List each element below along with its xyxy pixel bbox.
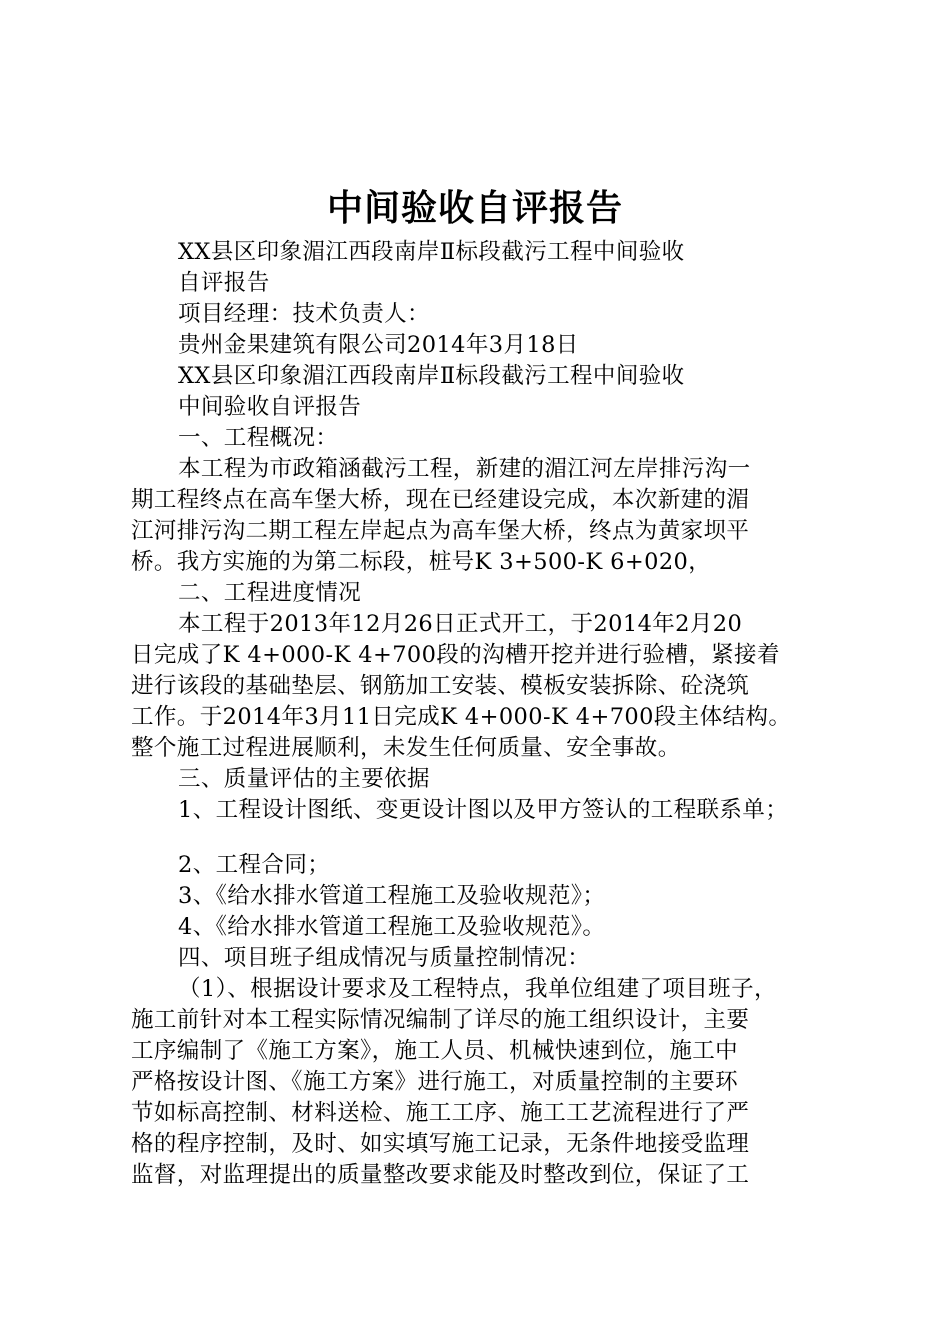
list-item: 2、工程合同； — [178, 852, 331, 878]
paragraph-line: 本工程于2013年12月26日正式开工，于2014年2月20 — [178, 611, 743, 637]
paragraph-line: 期工程终点在高车堡大桥，现在已经建设完成，本次新建的湄 — [131, 487, 750, 513]
list-item: 1、工程设计图纸、变更设计图以及甲方签认的工程联系单； — [178, 797, 789, 823]
company-date-line: 贵州金果建筑有限公司2014年3月18日 — [178, 332, 579, 358]
paragraph-line: 江河排污沟二期工程左岸起点为高车堡大桥，终点为黄家坝平 — [131, 518, 750, 544]
signatories-line: 项目经理：技术负责人： — [178, 301, 430, 327]
project-name-line: XX县区印象湄江西段南岸Ⅱ标段截污工程中间验收 — [178, 363, 685, 389]
paragraph-line: 节如标高控制、材料送检、施工工序、施工工艺流程进行了严 — [131, 1100, 750, 1126]
paragraph-line: 施工前针对本工程实际情况编制了详尽的施工组织设计，主要 — [131, 1007, 750, 1033]
paragraph-line: 整个施工过程进展顺利，未发生任何质量、安全事故。 — [131, 735, 681, 761]
list-item: 3、《给水排水管道工程施工及验收规范》； — [178, 883, 606, 909]
paragraph-line: 工序编制了《施工方案》，施工人员、机械快速到位，施工中 — [131, 1038, 739, 1064]
paragraph-line: （1）、根据设计要求及工程特点，我单位组建了项目班子， — [178, 976, 777, 1002]
paragraph-line: 日完成了K 4+000-K 4+700段的沟槽开挖并进行验槽，紧接着 — [131, 642, 780, 668]
section-heading: 四、项目班子组成情况与质量控制情况： — [178, 945, 591, 971]
project-name-line: XX县区印象湄江西段南岸Ⅱ标段截污工程中间验收 — [178, 239, 685, 265]
report-subtitle: 自评报告 — [178, 270, 270, 296]
report-heading: 中间验收自评报告 — [178, 394, 362, 420]
list-item: 4、《给水排水管道工程施工及验收规范》。 — [178, 914, 606, 940]
paragraph-line: 工作。于2014年3月11日完成K 4+000-K 4+700段主体结构。 — [131, 704, 792, 730]
paragraph-line: 严格按设计图、《施工方案》进行施工，对质量控制的主要环 — [131, 1069, 739, 1095]
section-heading: 三、质量评估的主要依据 — [178, 766, 430, 792]
paragraph-line: 本工程为市政箱涵截污工程，新建的湄江河左岸排污沟一 — [178, 456, 751, 482]
paragraph-line: 桥。我方实施的为第二标段，桩号K 3+500-K 6+020， — [131, 549, 712, 575]
section-heading: 二、工程进度情况 — [178, 580, 362, 606]
paragraph-line: 监督，对监理提出的质量整改要求能及时整改到位，保证了工 — [131, 1162, 750, 1188]
paragraph-line: 格的程序控制，及时、如实填写施工记录，无条件地接受监理 — [131, 1131, 750, 1157]
section-heading: 一、工程概况： — [178, 425, 339, 451]
paragraph-line: 进行该段的基础垫层、钢筋加工安装、模板安装拆除、砼浇筑 — [131, 673, 750, 699]
document-title: 中间验收自评报告 — [326, 187, 623, 229]
